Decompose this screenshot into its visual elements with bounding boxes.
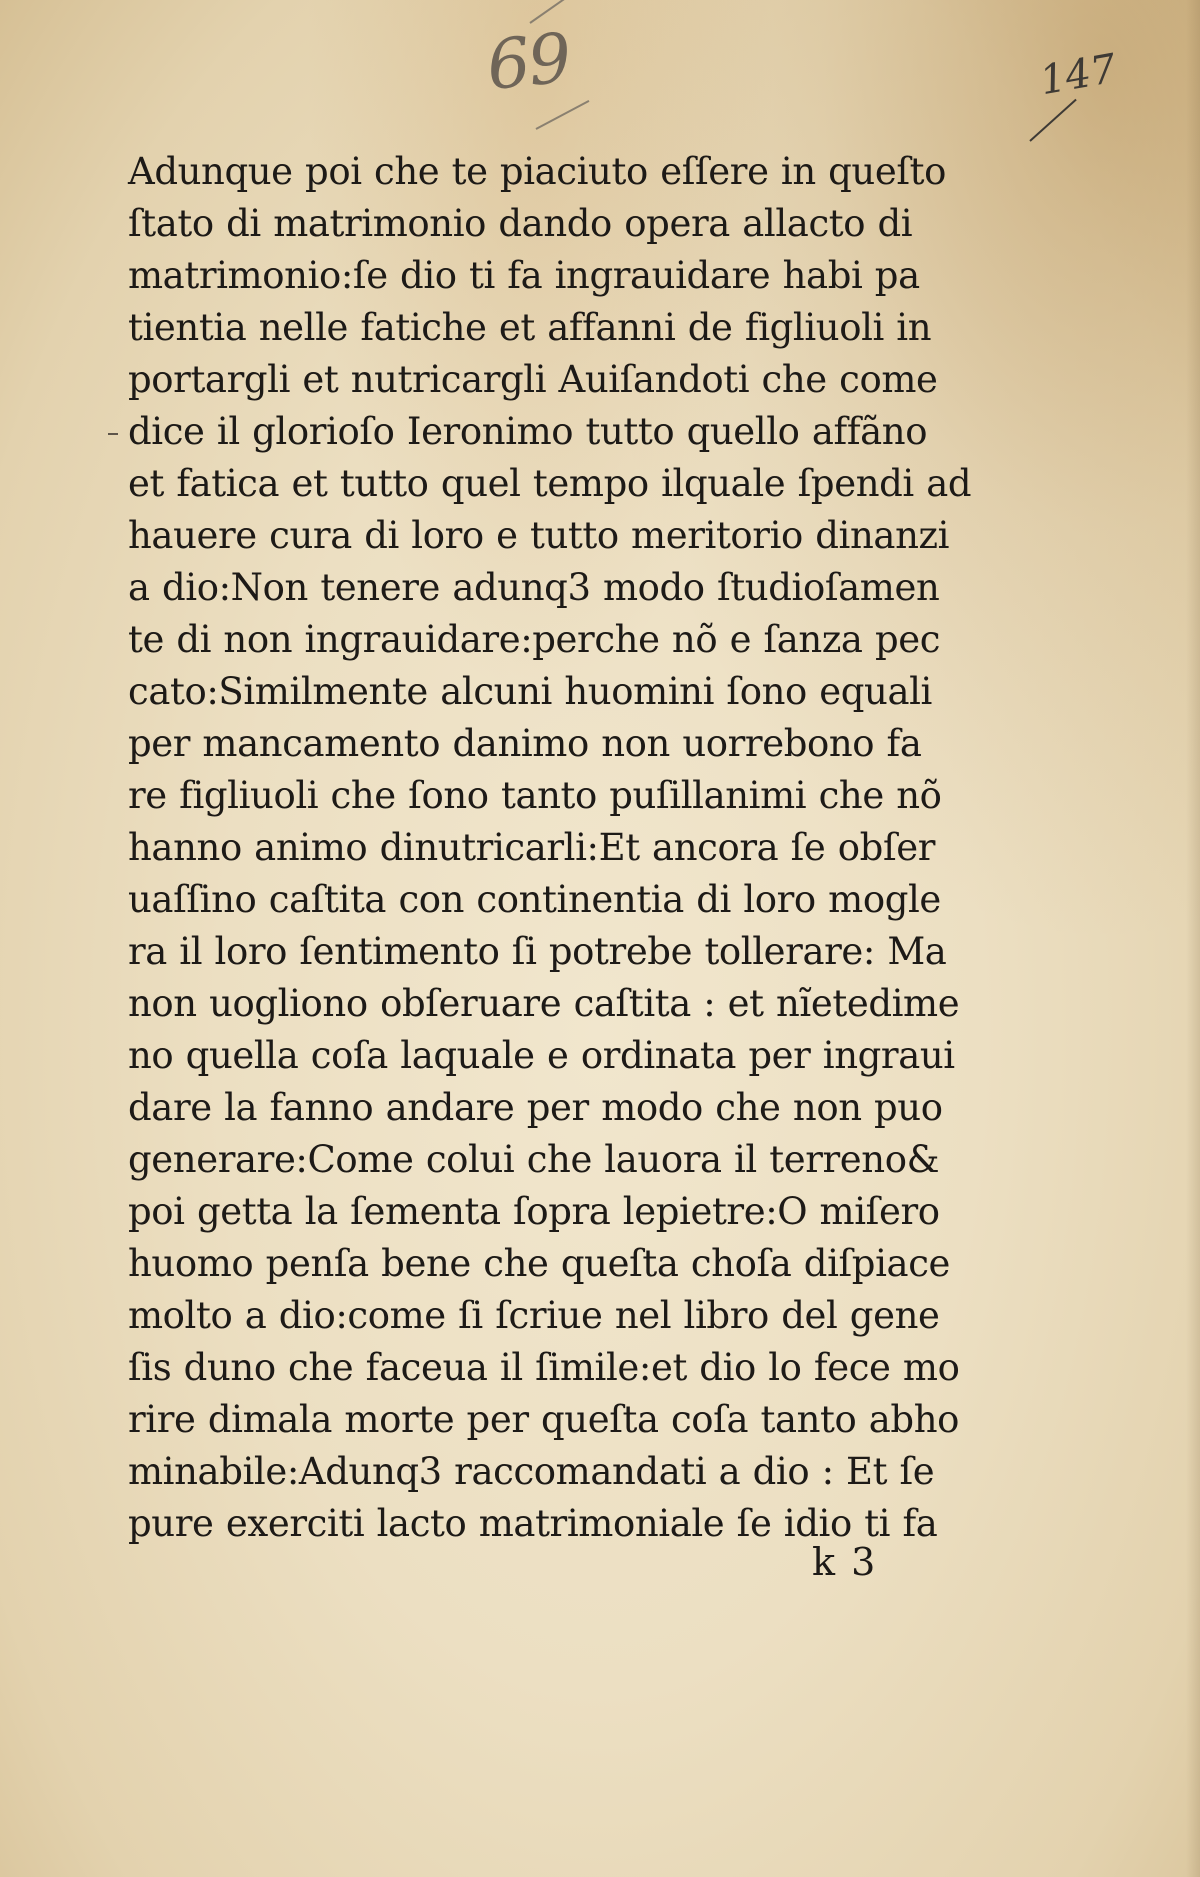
text-line: hauere cura di loro e tutto meritorio dinanzi bbox=[128, 514, 950, 557]
text-line: te di non ingrauidare:perche nõ e ſanza pec bbox=[128, 618, 941, 661]
text-line: minabile:Adunq3 raccomandati a dio : Et ſe bbox=[128, 1450, 935, 1493]
text-line: matrimonio:ſe dio ti fa ingrauidare habi pa bbox=[128, 254, 920, 297]
text-line: no quella coſa laquale e ordinata per ingraui bbox=[128, 1034, 955, 1077]
text-line: et fatica et tutto quel tempo ilquale ſpendi ad bbox=[128, 462, 972, 505]
text-line: ra il loro ſentimento ſi potrebe tollerare: Ma bbox=[128, 930, 947, 973]
text-line: pure exerciti lacto matrimoniale ſe idio ti fa bbox=[128, 1502, 938, 1545]
text-line: generare:Come colui che lauora il terreno& bbox=[128, 1138, 940, 1181]
text-line: non uogliono obſeruare caſtita : et nĩetedime bbox=[128, 982, 960, 1025]
text-line: cato:Similmente alcuni huomini ſono equali bbox=[128, 670, 932, 713]
text-line: tientia nelle fatiche et affanni de figliuoli in bbox=[128, 306, 932, 349]
margin-mark bbox=[108, 433, 118, 435]
text-line: per mancamento danimo non uorrebono fa bbox=[128, 722, 922, 765]
text-line: a dio:Non tenere adunq3 modo ſtudioſamen bbox=[128, 566, 940, 609]
text-line: huomo penſa bene che queſta choſa diſpiace bbox=[128, 1242, 951, 1285]
text-line: hanno animo dinutricarli:Et ancora ſe obſer bbox=[128, 826, 936, 869]
page-edge-shadow bbox=[1186, 0, 1200, 1877]
text-line: Adunque poi che te piaciuto eſſere in queſto bbox=[128, 150, 946, 193]
signature-mark: k 3 bbox=[812, 1540, 878, 1584]
text-line: ſtato di matrimonio dando opera allacto di bbox=[128, 202, 913, 245]
text-line: portargli et nutricargli Auiſandoti che come bbox=[128, 358, 938, 401]
text-line: poi getta la ſementa ſopra lepietre:O miſero bbox=[128, 1190, 940, 1233]
text-line: dice il glorioſo Ieronimo tutto quello affãno bbox=[128, 410, 928, 453]
text-line: ſis duno che faceua il ſimile:et dio lo fece mo bbox=[128, 1346, 960, 1389]
text-line: rire dimala morte per queſta coſa tanto abho bbox=[128, 1398, 960, 1441]
text-line: dare la fanno andare per modo che non puo bbox=[128, 1086, 943, 1129]
handwritten-corner-number: 147 bbox=[1036, 45, 1120, 105]
handwritten-folio-number: 69 bbox=[483, 18, 574, 107]
text-line: re figliuoli che ſono tanto puſillanimi che nõ bbox=[128, 774, 942, 817]
corner-stroke bbox=[1029, 99, 1076, 142]
text-line: molto a dio:come ſi ſcriue nel libro del gene bbox=[128, 1294, 940, 1337]
printed-text-block bbox=[128, 146, 972, 1550]
text-line: uaſſino caſtita con continentia di loro mogle bbox=[128, 878, 941, 921]
